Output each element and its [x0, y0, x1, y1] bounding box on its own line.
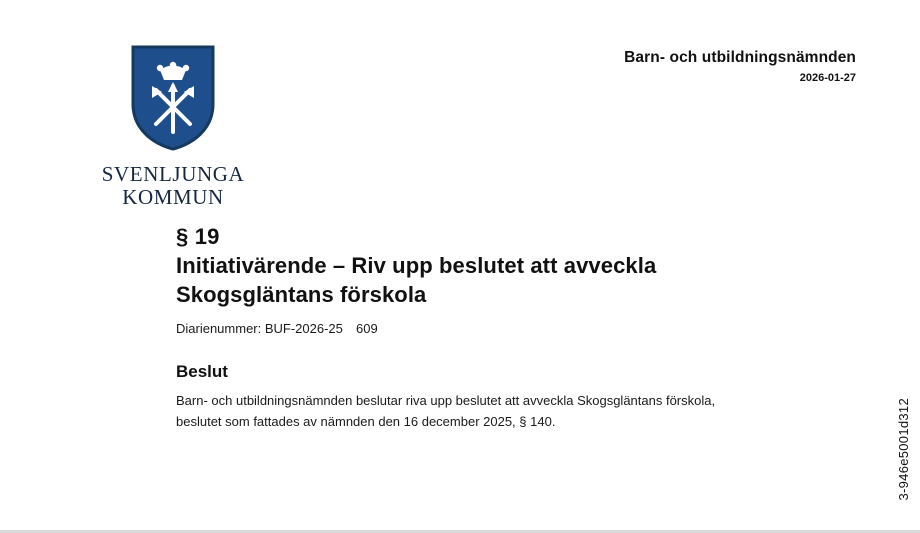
page-title: Initiativärende – Riv upp beslutet att avveckla Skogsgläntans förskola: [176, 253, 657, 308]
document-header: [624, 48, 856, 86]
diarienummer: Diarienummer: BUF-2026-25: [176, 321, 343, 337]
coat-of-arms-shield-icon: [130, 44, 216, 157]
header-organization: Barn- och utbildningsnämnden: [624, 49, 856, 66]
section-number: § 19: [176, 224, 220, 249]
header-date: 2026-01-27: [799, 72, 856, 85]
document-code: 609: [356, 321, 378, 337]
logo-wordmark: [78, 163, 268, 208]
document-body: [176, 222, 776, 432]
decision-text: Barn- och utbildningsnämnden beslutar riva upp beslutet att avveckla Skogsgläntans förskola, beslutet som fattades av nämnden den 16 december 2025, § 140.: [176, 393, 716, 430]
logo-line-2: KOMMUN: [122, 184, 224, 209]
municipality-logo: [78, 44, 268, 208]
document-reference-code: 3-946e5001d312: [896, 398, 911, 501]
decision-heading: Beslut: [176, 362, 228, 382]
logo-line-1: SVENLJUNGA: [101, 162, 245, 186]
document-meta: [176, 321, 776, 336]
